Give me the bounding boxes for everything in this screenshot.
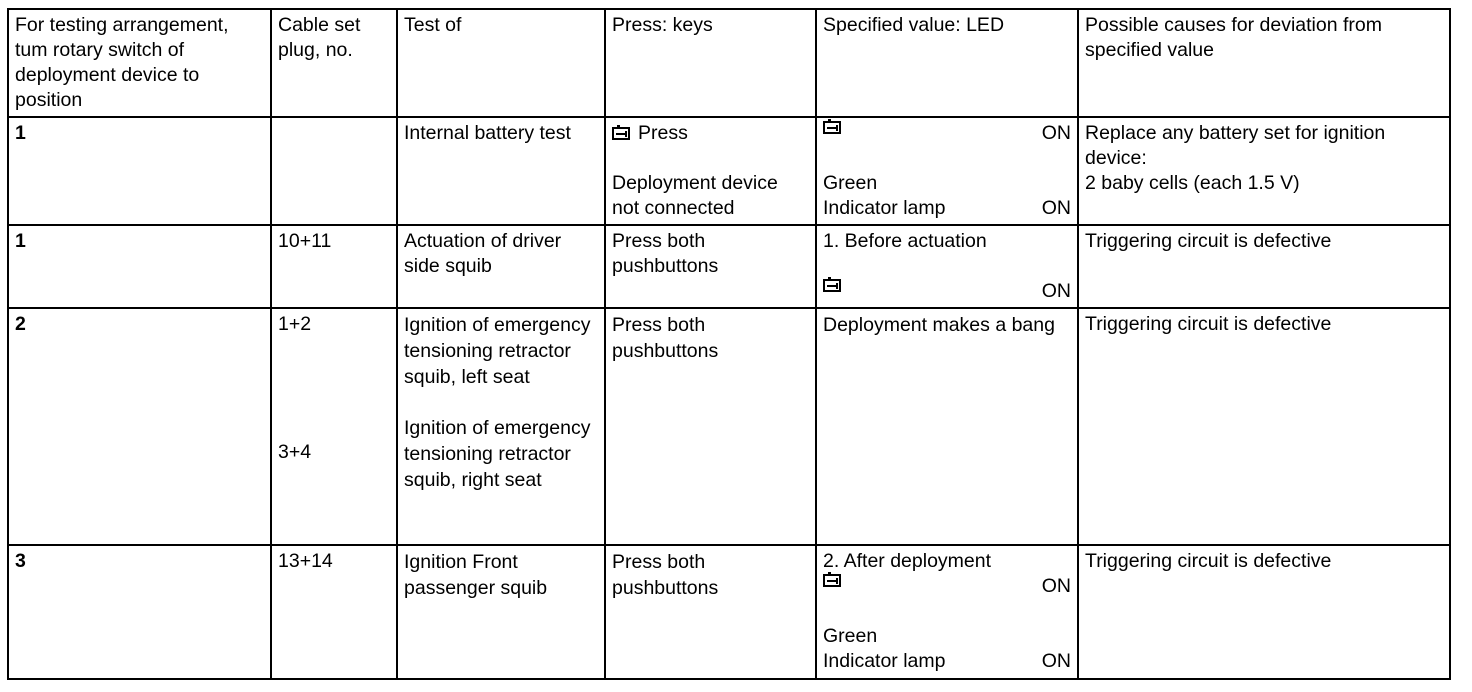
cause-cell: Triggering circuit is defective	[1078, 545, 1450, 679]
test-cell: Internal battery test	[397, 117, 605, 225]
led-state: ON	[1041, 197, 1071, 219]
led-state: ON	[1041, 650, 1071, 672]
press-cell	[605, 117, 816, 225]
press-cell: Press both pushbuttons	[605, 225, 816, 308]
spec-text: 1. Before actuation	[823, 230, 987, 252]
press-cell: Press both pushbuttons	[605, 545, 816, 679]
header-press-keys: Press: keys	[605, 9, 816, 117]
test-text: Ignition of emergency tensioning retractor squib, left seat	[404, 314, 591, 388]
spec-cell	[816, 117, 1078, 225]
press-cell: Press both pushbuttons	[605, 308, 816, 545]
led-line	[823, 649, 1071, 674]
led-label: Indicator lamp	[823, 197, 946, 219]
led-line	[823, 121, 1071, 146]
cause-cell	[1078, 117, 1450, 225]
press-line	[612, 121, 809, 146]
header-cable-set-plug: Cable set plug, no.	[271, 9, 397, 117]
header-test-of: Test of	[397, 9, 605, 117]
position-cell: 1	[8, 117, 271, 225]
battery-icon	[823, 279, 841, 292]
position-cell: 3	[8, 545, 271, 679]
cause-cell: Triggering circuit is defective	[1078, 225, 1450, 308]
led-color: Green	[823, 625, 878, 647]
header-specified-value: Specified value: LED	[816, 9, 1078, 117]
spec-text: 2. After deployment	[823, 550, 992, 572]
led-line	[823, 279, 1071, 304]
led-state: ON	[1041, 122, 1071, 144]
battery-icon	[612, 127, 630, 140]
test-cell: Ignition Front passenger squib	[397, 545, 605, 679]
battery-icon	[823, 121, 841, 134]
cause-text: Replace any battery set for ignition device:	[1085, 122, 1386, 169]
led-color: Green	[823, 172, 878, 194]
test-text: Ignition of emergency tensioning retractor squib, right seat	[404, 417, 591, 491]
led-state: ON	[1041, 575, 1071, 597]
header-possible-causes: Possible causes for deviation from specified value	[1078, 9, 1450, 117]
cable-value: 1+2	[278, 313, 312, 335]
spec-cell	[816, 225, 1078, 308]
position-cell: 2	[8, 308, 271, 545]
table-row	[8, 545, 1450, 679]
test-cell	[397, 308, 605, 545]
position-cell: 1	[8, 225, 271, 308]
spec-cell: Deployment makes a bang	[816, 308, 1078, 545]
cable-value: 3+4	[278, 441, 312, 463]
led-line	[823, 574, 1071, 599]
cable-cell: 13+14	[271, 545, 397, 679]
test-procedure-table	[7, 8, 1451, 680]
cause-cell: Triggering circuit is defective	[1078, 308, 1450, 545]
table-row	[8, 308, 1450, 545]
led-line	[823, 196, 1071, 221]
led-label: Indicator lamp	[823, 650, 946, 672]
table-row	[8, 117, 1450, 225]
battery-icon	[823, 574, 841, 587]
test-procedure-table-container	[7, 8, 1449, 678]
press-label: Press	[638, 122, 688, 144]
press-note: Deployment device not connected	[612, 172, 778, 219]
table-row	[8, 225, 1450, 308]
cause-text: 2 baby cells (each 1.5 V)	[1085, 172, 1300, 194]
test-cell: Actuation of driver side squib	[397, 225, 605, 308]
cable-cell	[271, 308, 397, 545]
cable-cell	[271, 117, 397, 225]
header-row	[8, 9, 1450, 117]
header-position: For testing arrangement, tum rotary switch of deployment device to position	[8, 9, 271, 117]
led-state: ON	[1041, 280, 1071, 302]
cable-cell: 10+11	[271, 225, 397, 308]
spec-cell	[816, 545, 1078, 679]
